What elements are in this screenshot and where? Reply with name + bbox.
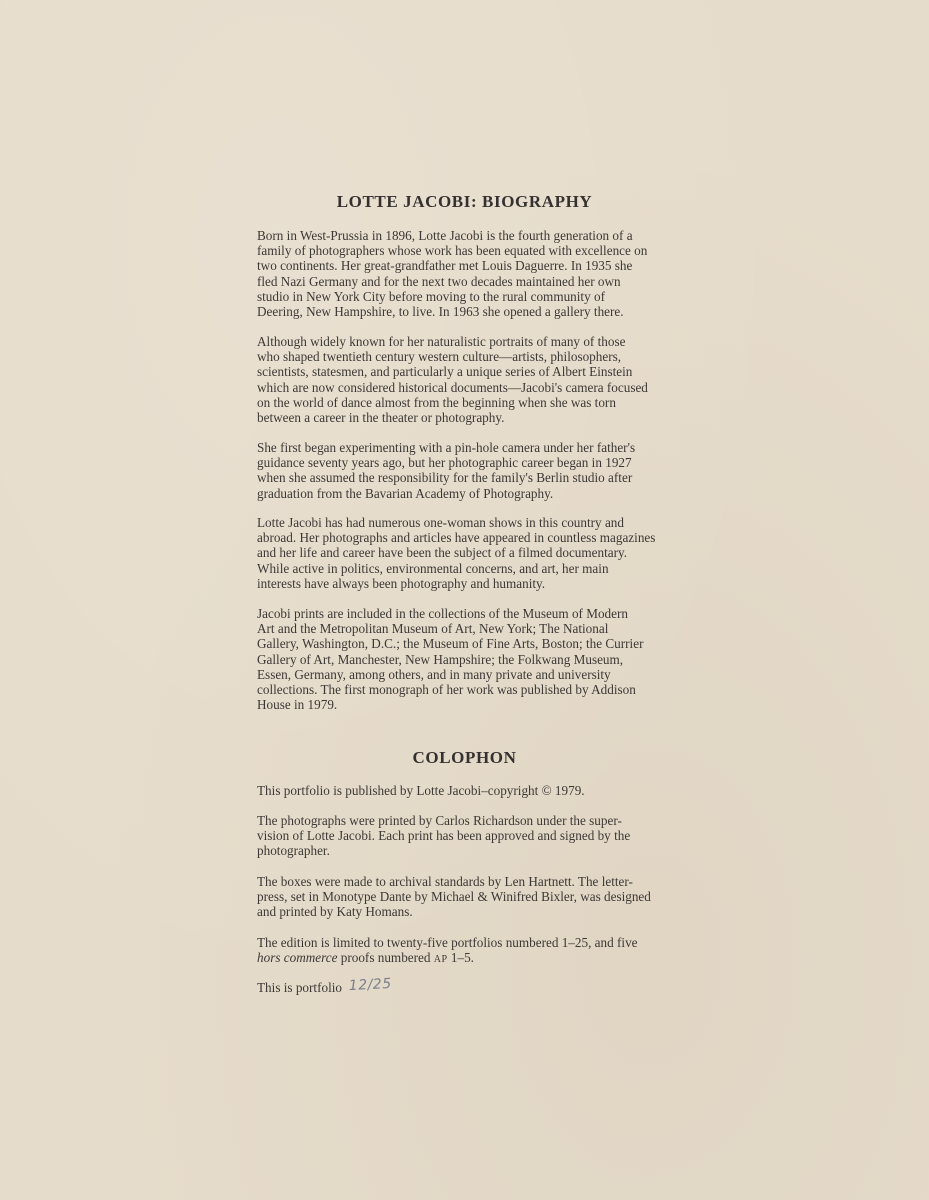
colophon-title: COLOPHON <box>412 748 517 767</box>
ap-smallcaps: AP <box>433 954 448 966</box>
colophon-paragraph-2: The photographs were printed by Carlos Richardson under the super- vision of Lotte Jacobi. Each print has been approved and signed by the photographer. <box>257 813 631 859</box>
biography-paragraph-4: Lotte Jacobi has had numerous one-woman shows in this country and abroad. Her photographs and articles have appeared in countless magazines and her life and career have been the subject of a filmed documentary. While active in politics, environmental concerns, and art, her main interests have always been photography and humanity. <box>257 515 656 591</box>
colophon-paragraph-5 <box>257 975 681 996</box>
biography-paragraph-2: Although widely known for her naturalistic portraits of many of those who shaped twentieth century western culture—artists, philosophers, scientists, statesmen, and particularly a unique series of Albert Einstein which are now considered historical documents—Jacobi's camera focused on the world of dance almost from the beginning when she was torn between a career in the theater or photography. <box>257 334 648 426</box>
hors-commerce-text: hors commerce <box>257 950 338 966</box>
colophon-paragraph-3: The boxes were made to archival standards by Len Hartnett. The letter- press, set in Monotype Dante by Michael & Winifred Bixler, was designed and printed by Katy Homans. <box>257 874 651 920</box>
colophon-paragraph-4: The edition is limited to twenty-five portfolios numbered 1–25, and five hors commerce proofs numbered AP 1–5. <box>257 935 638 966</box>
handwritten-portfolio-number: 12/25 <box>348 975 393 995</box>
colophon-paragraph-1: This portfolio is published by Lotte Jacobi–copyright © 1979. <box>257 783 585 798</box>
biography-paragraph-1: Born in West-Prussia in 1896, Lotte Jacobi is the fourth generation of a family of photographers whose work has been equated with excellence on two continents. Her great-grandfather met Louis Daguerre. In 1935 she fled Nazi Germany and for the next two decades maintained her own studio in New York City before moving to the rural community of Deering, New Hampshire, to live. In 1963 she opened a gallery there. <box>257 228 648 320</box>
biography-title: LOTTE JACOBI: BIOGRAPHY <box>336 192 593 211</box>
portfolio-number-label: This is portfolio <box>257 980 342 995</box>
biography-paragraph-3: She first began experimenting with a pin-hole camera under her father's guidance seventy years ago, but her photographic career began in 1927 when she assumed the responsibility for the family's Berlin studio after graduation from the Bavarian Academy of Photography. <box>257 440 636 501</box>
biography-paragraph-5: Jacobi prints are included in the collections of the Museum of Modern Art and the Metropolitan Museum of Art, New York; The National Gallery, Washington, D.C.; the Museum of Fine Arts, Boston; the Currier Gallery of Art, Manchester, New Hampshire; the Folkwang Museum, Essen, Germany, among others, and in many private and university collections. The first monograph of her work was published by Addison House in 1979. <box>257 606 644 713</box>
